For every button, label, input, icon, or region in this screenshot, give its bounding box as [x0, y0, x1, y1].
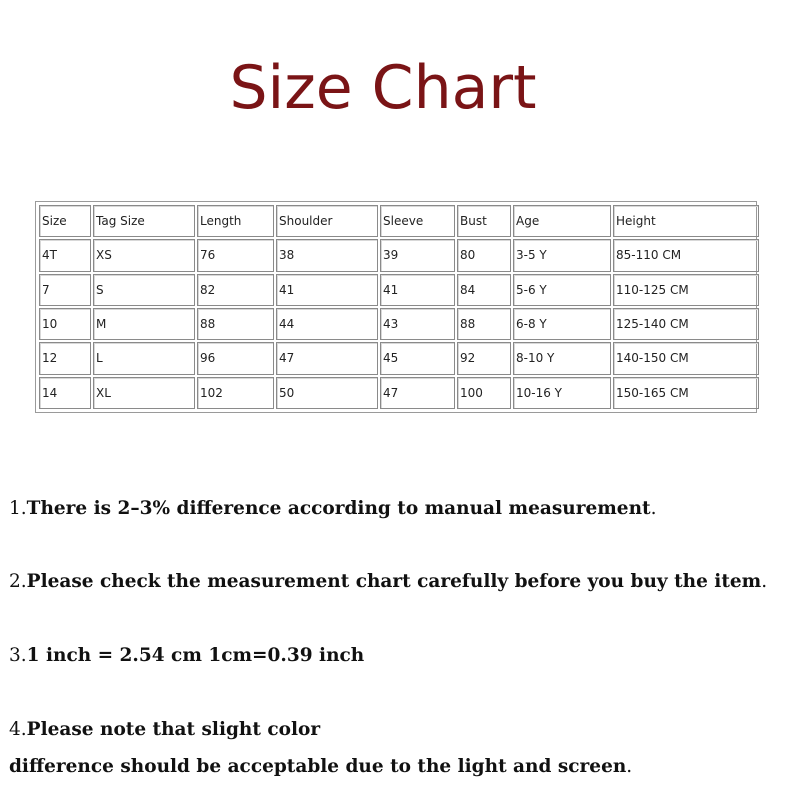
table-cell: 92 — [457, 342, 511, 374]
table-cell: 12 — [39, 342, 91, 374]
table-header-cell: Age — [513, 205, 611, 237]
table-cell: 150-165 CM — [613, 377, 759, 409]
table-row — [39, 377, 759, 409]
table-cell: 43 — [380, 308, 455, 340]
table-cell: 39 — [380, 239, 455, 271]
table-cell: 84 — [457, 274, 511, 306]
note-number: 2 — [9, 571, 21, 592]
table-header-cell: Size — [39, 205, 91, 237]
table-cell: 10-16 Y — [513, 377, 611, 409]
table-cell: 110-125 CM — [613, 274, 759, 306]
table-cell: XS — [93, 239, 195, 271]
table-cell: 85-110 CM — [613, 239, 759, 271]
table-cell: 76 — [197, 239, 274, 271]
table-cell: 80 — [457, 239, 511, 271]
table-header-cell: Tag Size — [93, 205, 195, 237]
note-number: 4 — [9, 719, 21, 740]
table-cell: 44 — [276, 308, 378, 340]
table-cell: 38 — [276, 239, 378, 271]
note-2: 2.Please check the measurement chart carefully before you buy the item. — [9, 571, 768, 592]
table-row — [39, 239, 759, 271]
table-cell: 88 — [197, 308, 274, 340]
table-header-cell: Sleeve — [380, 205, 455, 237]
note-4: 4.Please note that slight color — [9, 719, 321, 740]
table-cell: M — [93, 308, 195, 340]
table-row — [39, 274, 759, 306]
table-cell: 82 — [197, 274, 274, 306]
table-cell: 7 — [39, 274, 91, 306]
table-cell: 6-8 Y — [513, 308, 611, 340]
table-cell: 88 — [457, 308, 511, 340]
table-cell: 47 — [380, 377, 455, 409]
table-cell: 4T — [39, 239, 91, 271]
table-header-cell: Height — [613, 205, 759, 237]
note-3: 3.1 inch = 2.54 cm 1cm=0.39 inch — [9, 645, 365, 666]
size-table — [37, 203, 761, 411]
table-cell: 100 — [457, 377, 511, 409]
table-cell: 45 — [380, 342, 455, 374]
table-cell: 96 — [197, 342, 274, 374]
table-header-cell: Shoulder — [276, 205, 378, 237]
note-text: Please note that slight color — [26, 719, 321, 740]
table-cell: 5-6 Y — [513, 274, 611, 306]
table-header-row — [39, 205, 759, 237]
note-1: 1.There is 2–3% difference according to manual measurement. — [9, 498, 657, 519]
table-row — [39, 308, 759, 340]
table-cell: 3-5 Y — [513, 239, 611, 271]
table-cell: 125-140 CM — [613, 308, 759, 340]
table-cell: 41 — [380, 274, 455, 306]
table-cell: XL — [93, 377, 195, 409]
table-cell: 50 — [276, 377, 378, 409]
table-cell: 10 — [39, 308, 91, 340]
page-title: Size Chart — [229, 53, 537, 123]
note-number: 1 — [9, 498, 21, 519]
note-text: There is 2–3% difference according to manual measurement — [26, 498, 651, 519]
table-cell: S — [93, 274, 195, 306]
table-cell: 102 — [197, 377, 274, 409]
table-header-cell: Bust — [457, 205, 511, 237]
note-number: 3 — [9, 645, 21, 666]
table-cell: 140-150 CM — [613, 342, 759, 374]
table-cell: 41 — [276, 274, 378, 306]
table-cell: 8-10 Y — [513, 342, 611, 374]
note-4-continued: difference should be acceptable due to the light and screen. — [9, 756, 633, 777]
note-text: Please check the measurement chart carefully before you buy the item — [26, 571, 762, 592]
size-table-frame — [35, 201, 757, 413]
table-header-cell: Length — [197, 205, 274, 237]
table-cell: L — [93, 342, 195, 374]
table-cell: 47 — [276, 342, 378, 374]
size-table-body — [39, 205, 759, 409]
note-text: 1 inch = 2.54 cm 1cm=0.39 inch — [26, 645, 365, 666]
table-cell: 14 — [39, 377, 91, 409]
note-text: difference should be acceptable due to the light and screen — [9, 756, 627, 777]
table-row — [39, 342, 759, 374]
